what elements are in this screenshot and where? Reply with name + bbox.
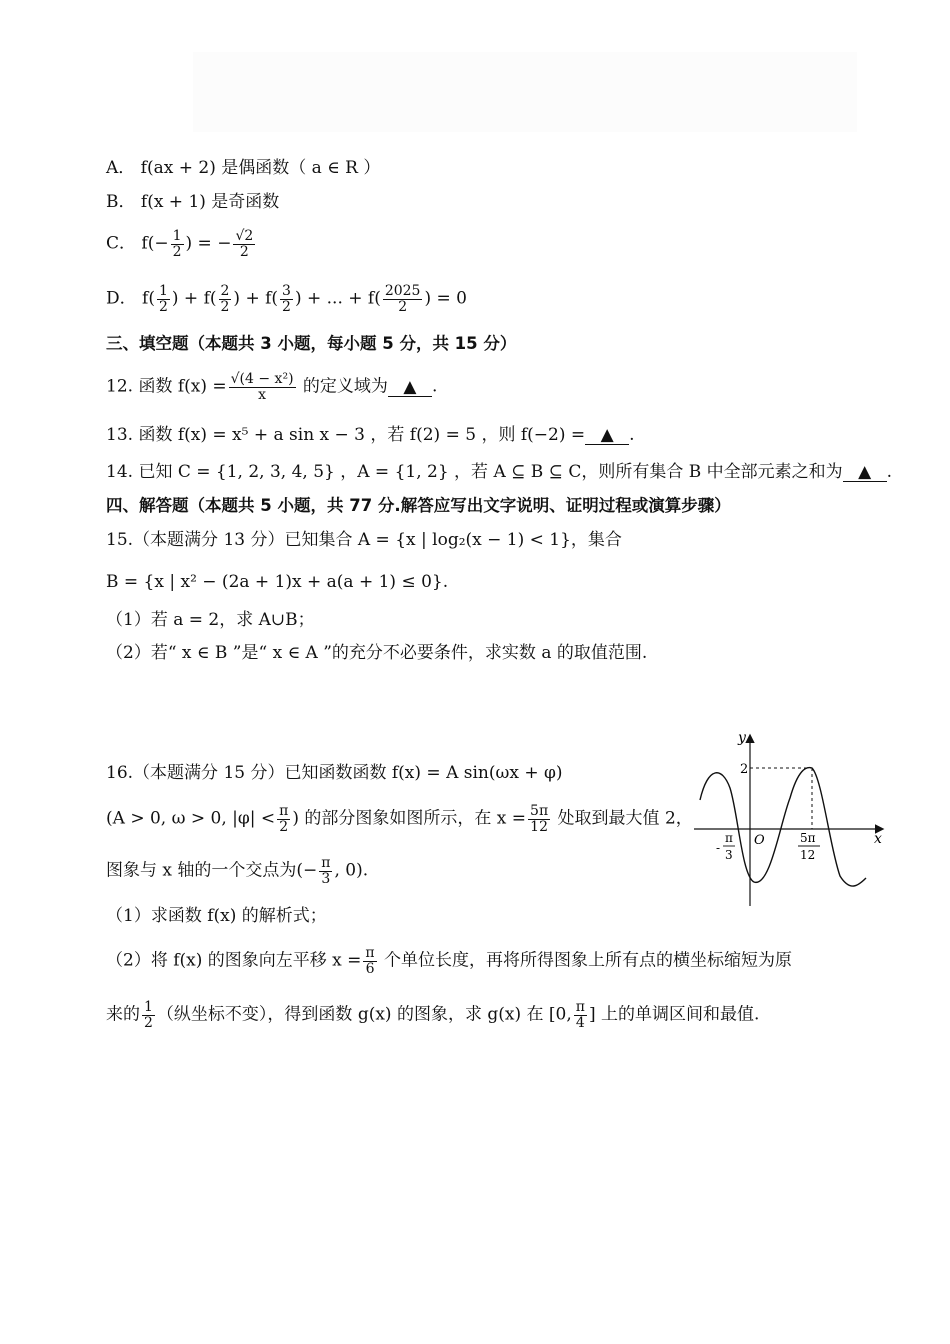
fraction: $\frac{\pi}{6}$ xyxy=(365,945,375,977)
option-a: A． f(ax + 2) 是偶函数（ a ∈ R ） xyxy=(106,158,381,178)
fraction: $\frac{\pi}{2}$ xyxy=(279,803,289,835)
header-band xyxy=(193,52,857,132)
question-16-intercept: 图象与 x 轴的一个交点为(− $\frac{\pi}{3}$ , 0). xyxy=(106,855,369,887)
fraction: $\frac{\text{√(4 − x²)}}{x}$ xyxy=(230,371,294,403)
fraction: $\frac{2}{2}$ xyxy=(220,283,230,315)
neg-tick-num: π xyxy=(725,831,733,845)
option-c-text: C． f(− xyxy=(106,233,169,254)
fraction: $\frac{√2}{2}$ xyxy=(235,228,254,260)
section-4-heading: 四、解答题（本题共 5 小题，共 77 分.解答应写出文字说明、证明过程或演算步骤） xyxy=(106,496,731,515)
option-d: D． f( $\frac{1}{2}$ ) + f( $\frac{2}{2}$ ) + f( $\frac{3}{2}$ ) + ... + f( $\frac{2025}{2}$ ) = 0 xyxy=(106,283,467,315)
fraction: $\frac{3}{2}$ xyxy=(282,283,291,315)
question-12: 12. 函数 f(x) = $\frac{\text{√(4 − x²)}}{x}$ 的定义域为 ▲ . xyxy=(106,371,438,403)
fraction: $\frac{2025}{2}$ xyxy=(384,283,421,315)
max-value-label: 2 xyxy=(740,762,749,777)
question-15-set-b: B = {x | x² − (2a + 1)x + a(a + 1) ≤ 0}. xyxy=(106,572,449,592)
sine-curve xyxy=(700,768,866,886)
option-b: B． f(x + 1) 是奇函数 xyxy=(106,192,280,212)
fraction: $\frac{\pi}{3}$ xyxy=(321,855,331,887)
question-15-part-1: （1）若 a = 2，求 A∪B； xyxy=(106,610,315,630)
question-16-part-2: （2）将 f(x) 的图象向左平移 x = $\frac{\pi}{6}$ 个单位长度，再将所得图象上所有点的横坐标缩短为原 xyxy=(106,945,793,977)
option-c xyxy=(106,229,257,259)
neg-tick-sign: - xyxy=(716,841,721,855)
question-16-conditions: (A > 0, ω > 0, |φ| < $\frac{\pi}{2}$ ) 的部分图象如图所示，在 x = $\frac{5\pi}{12}$ 处取到最大值 2， xyxy=(106,803,693,835)
question-16-part-1: （1）求函数 f(x) 的解析式； xyxy=(106,906,327,926)
answer-blank: ▲ xyxy=(585,427,629,445)
answer-blank: ▲ xyxy=(843,464,887,482)
question-16-stem: 16.（本题满分 15 分）已知函数函数 f(x) = A sin(ωx + φ) xyxy=(106,763,563,783)
question-15-stem: 15.（本题满分 13 分）已知集合 A = {x | log₂(x − 1) < 1}，集合 xyxy=(106,530,622,550)
neg-tick-den: 3 xyxy=(725,848,733,862)
x-axis-label: x xyxy=(874,831,882,847)
fraction: $\frac{1}{2}$ xyxy=(144,999,153,1031)
pos-tick-num: 5π xyxy=(800,831,816,845)
sine-graph xyxy=(690,728,890,913)
fraction: $\frac{5\pi}{12}$ xyxy=(530,803,549,835)
fraction: $\frac{1}{2}$ xyxy=(158,283,168,315)
question-13: 13. 函数 f(x) = x⁵ + a sin x − 3 ，若 f(2) = 5 ，则 f(−2) = ▲ . xyxy=(106,425,635,445)
answer-blank: ▲ xyxy=(388,379,432,397)
option-c-text: ) = − xyxy=(185,233,232,254)
fraction: $\frac{\pi}{4}$ xyxy=(575,999,585,1031)
question-16-part-2-cont: 来的 $\frac{1}{2}$ （纵坐标不变），得到函数 g(x) 的图象，求 g(x) 在 [0, $\frac{\pi}{4}$ ] 上的单调区间和最值. xyxy=(106,999,760,1031)
section-3-heading: 三、填空题（本题共 3 小题，每小题 5 分，共 15 分） xyxy=(106,334,517,353)
origin-label: O xyxy=(754,833,765,848)
question-14: 14. 已知 C = {1, 2, 3, 4, 5} ，A = {1, 2} ，若 A ⊆ B ⊆ C，则所有集合 B 中全部元素之和为 ▲ . xyxy=(106,462,893,482)
y-axis-label: y xyxy=(738,730,746,746)
fraction: $\frac{1}{2}$ xyxy=(172,228,182,260)
pos-tick-den: 12 xyxy=(800,848,816,862)
question-15-part-2: （2）若“ x ∈ B ”是“ x ∈ A ”的充分不必要条件，求实数 a 的取值范围. xyxy=(106,643,648,663)
